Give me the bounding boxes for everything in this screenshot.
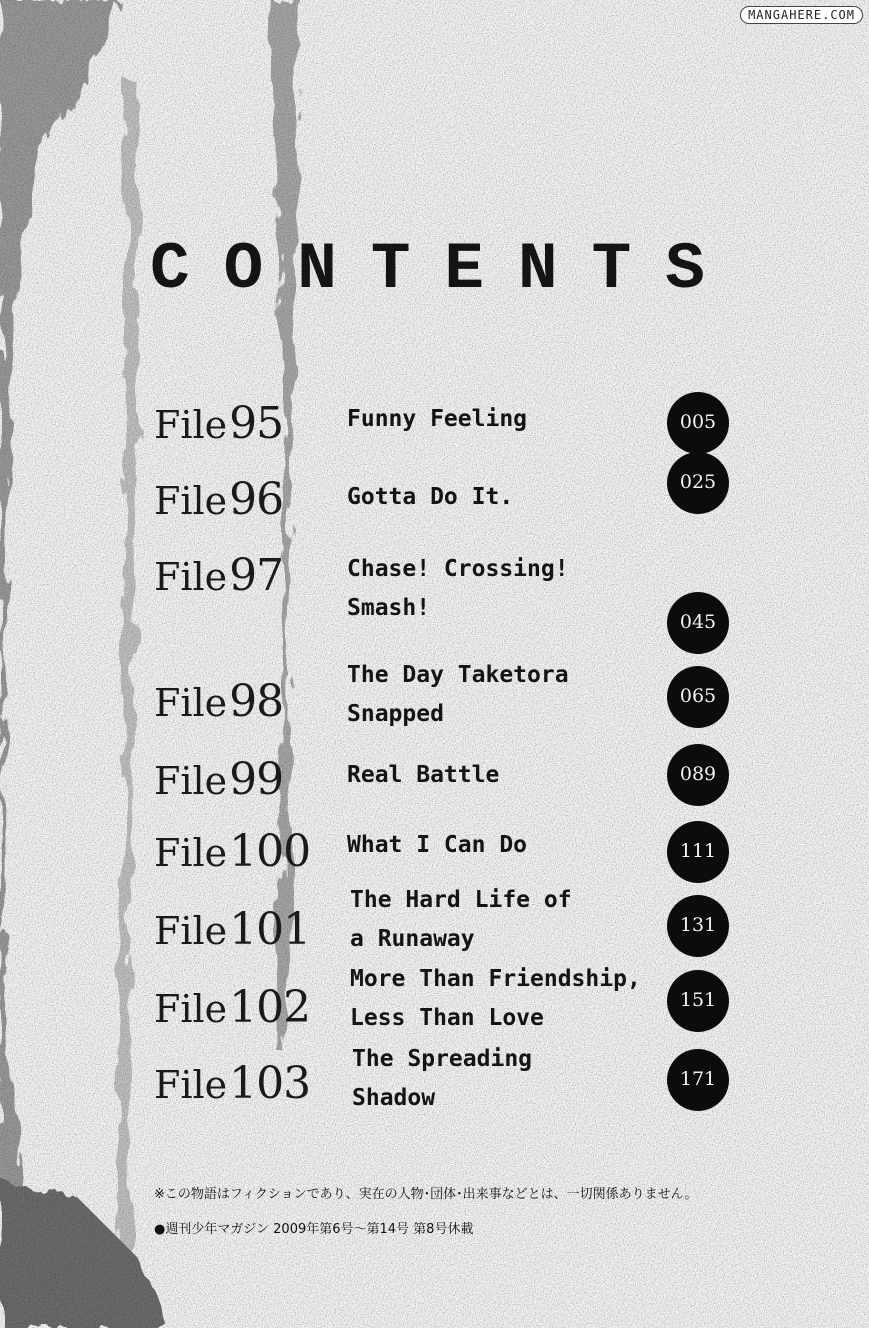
page-number-badge: 131 [667, 895, 729, 957]
serialization-note: ●週刊少年マガジン 2009年第6号～第14号 第8号休載 [154, 1222, 474, 1237]
chapter-title: Funny Feeling [347, 406, 528, 432]
page-number-badge: 089 [667, 744, 729, 806]
page-number-badge: 151 [667, 970, 729, 1032]
file-label: File101 [154, 904, 311, 955]
page-number-badge: 005 [667, 392, 729, 454]
site-watermark: MANGAHERE.COM [740, 6, 863, 24]
chapter-title: The Day Taketora Snapped [347, 662, 569, 727]
chapter-title: Chase! Crossing! Smash! [347, 556, 569, 621]
page-number-badge: 045 [667, 592, 729, 654]
page-number-badge: 111 [667, 821, 729, 883]
chapter-title: The Hard Life of a Runaway [350, 887, 572, 952]
page-number-badge: 065 [667, 666, 729, 728]
file-label: File99 [154, 754, 284, 805]
file-label: File102 [154, 982, 311, 1033]
chapter-title: Real Battle [347, 762, 500, 788]
file-label: File97 [154, 550, 284, 601]
fiction-notice: ※この物語はフィクションであり、実在の人物･団体･出来事などとは、一切関係ありません。 [154, 1187, 698, 1202]
chapter-title: What I Can Do [347, 832, 528, 858]
file-label: File103 [154, 1058, 311, 1109]
page-number-badge: 171 [667, 1049, 729, 1111]
page-number-badge: 025 [667, 452, 729, 514]
file-label: File95 [154, 398, 284, 449]
file-label: File98 [154, 676, 284, 727]
chapter-title: The Spreading Shadow [352, 1046, 533, 1111]
file-label: File100 [154, 826, 311, 877]
chapter-title: Gotta Do It. [347, 484, 514, 510]
chapter-title: More Than Friendship, Less Than Love [350, 966, 641, 1031]
contents-title: CONTENTS [150, 232, 739, 307]
file-label: File96 [154, 474, 284, 525]
